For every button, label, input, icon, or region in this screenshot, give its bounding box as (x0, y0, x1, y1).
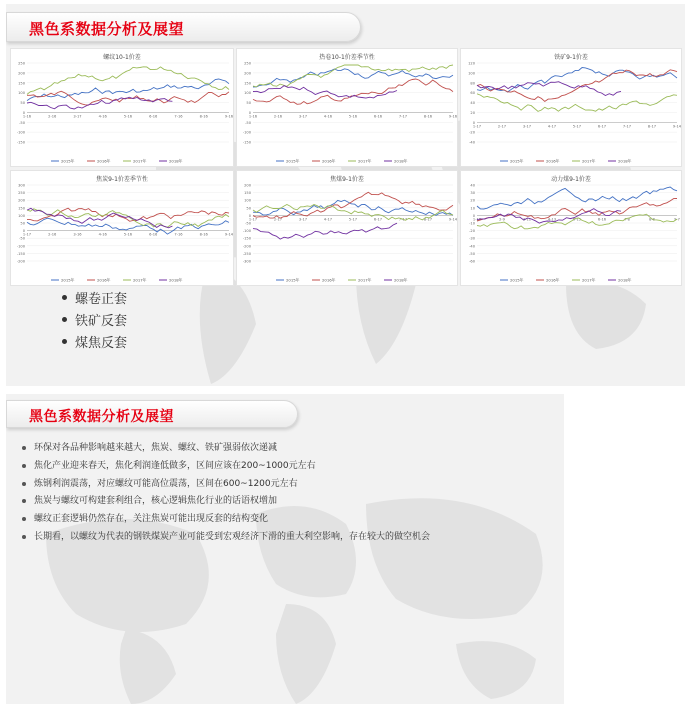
x-tick-label: 4-17 (323, 217, 333, 222)
y-tick-label: 60 (470, 91, 475, 96)
x-tick-label: 1-17 (248, 217, 258, 222)
x-tick-label: 5-15 (572, 217, 582, 222)
y-tick-label: 0 (22, 110, 25, 115)
legend-label: 2017年 (358, 277, 372, 283)
bullet-dot (22, 482, 26, 486)
bullet-dot (22, 499, 26, 503)
x-tick-label: 4-17 (547, 124, 557, 129)
x-tick-label: 1-16 (22, 114, 32, 119)
legend-label: 2018年 (169, 158, 183, 164)
list-item-text: 煤焦反套 (75, 335, 128, 351)
y-tick-label: -50 (245, 221, 251, 226)
x-tick-label: 5-16 (123, 232, 133, 237)
chart-hot-coil-spread-plot (237, 49, 459, 168)
x-tick-label: 2-16 (273, 114, 283, 119)
y-tick-label: -200 (242, 244, 251, 249)
slide-title-tab (6, 12, 361, 42)
chart-coking-coal-spread-title: 焦煤9-1价差 (330, 176, 364, 183)
chart-coke-spread (10, 170, 234, 286)
chart-rebar-spread-title: 螺纹10-1价差 (103, 54, 141, 61)
chart-coking-coal-spread-plot (237, 171, 459, 287)
list-item (22, 531, 492, 543)
series-line (27, 209, 229, 227)
x-tick-label: 8-16 (423, 114, 433, 119)
y-tick-label: -50 (19, 120, 25, 125)
series-line (253, 192, 453, 218)
list-item (22, 495, 492, 507)
y-tick-label: 200 (244, 71, 251, 76)
bullet-dot (22, 517, 26, 521)
y-tick-label: 200 (18, 198, 25, 203)
x-tick-label: 7-8 (624, 217, 630, 222)
series-line (253, 69, 453, 87)
y-tick-label: -300 (242, 259, 251, 264)
y-tick-label: 0 (248, 213, 251, 218)
legend-label: 2018年 (394, 277, 408, 283)
x-tick-label: 3-17 (522, 124, 532, 129)
series-line (477, 70, 677, 102)
legend-label: 2015年 (286, 158, 300, 164)
bullet-dot (22, 535, 26, 539)
slide-title: 黑色系数据分析及展望 (29, 20, 185, 38)
y-tick-label: -200 (16, 259, 25, 264)
chart-iron-ore-spread (460, 48, 682, 167)
bullet-dot (62, 295, 67, 300)
list-item (62, 330, 127, 352)
legend-label: 2016年 (546, 158, 560, 164)
y-tick-label: 20 (470, 198, 475, 203)
y-tick-label: 150 (244, 191, 251, 196)
legend-label: 2016年 (546, 277, 560, 283)
legend-label: 2017年 (133, 158, 147, 164)
y-tick-label: 20 (470, 110, 475, 115)
y-tick-label: -100 (16, 130, 25, 135)
x-tick-label: 1-16 (248, 114, 258, 119)
y-tick-label: 50 (20, 221, 25, 226)
x-tick-label: 3-17 (298, 217, 308, 222)
series-line (477, 82, 621, 96)
x-tick-label: 2-16 (48, 114, 57, 119)
chart-thermal-coal-spread (460, 170, 682, 286)
legend-label: 2017年 (582, 158, 596, 164)
x-tick-label: 1-17 (472, 124, 482, 129)
y-tick-label: 0 (248, 110, 251, 115)
x-tick-label: 4-16 (98, 232, 107, 237)
strategy-list (62, 286, 127, 352)
list-item-text: 炼钢利润震荡，对应螺纹可能高位震荡，区间在600~1200元左右 (34, 478, 298, 489)
y-tick-label: -10 (469, 221, 475, 226)
list-item (62, 308, 127, 330)
legend-label: 2018年 (394, 158, 408, 164)
y-tick-label: 150 (18, 81, 25, 86)
legend-label: 2017年 (358, 158, 372, 164)
y-tick-label: 10 (470, 206, 475, 211)
x-tick-label: 1-17 (22, 232, 32, 237)
x-tick-label: 8-8 (649, 217, 655, 222)
y-tick-label: 0 (472, 213, 475, 218)
bullet-dot (62, 317, 67, 322)
y-tick-label: 250 (244, 61, 251, 66)
list-item-text: 长期看，以螺纹为代表的钢铁煤炭产业可能受到宏观经济下滑的重大利空影响，存在较大的做空机会 (34, 531, 431, 542)
y-tick-label: 300 (18, 183, 25, 188)
legend-label: 2016年 (97, 158, 111, 164)
x-tick-label: 1-16 (472, 217, 482, 222)
list-item-text: 焦炭与螺纹可构建套利组合，核心逻辑焦化行业的话语权增加 (34, 496, 278, 507)
slide-black-series-outlook (6, 394, 564, 704)
y-tick-label: 50 (246, 206, 251, 211)
x-tick-label: 2-16 (48, 232, 57, 237)
legend-label: 2018年 (618, 277, 632, 283)
list-item (22, 442, 492, 454)
bullet-dot (22, 446, 26, 450)
x-tick-label: 9-16 (448, 114, 458, 119)
legend-label: 2015年 (510, 158, 524, 164)
x-tick-label: 2-17 (273, 217, 283, 222)
chart-rebar-spread-plot (11, 49, 235, 168)
x-tick-label: 8-17 (647, 124, 657, 129)
y-tick-label: -150 (16, 251, 25, 256)
y-tick-label: 150 (18, 206, 25, 211)
x-tick-label: 5-16 (348, 114, 358, 119)
y-tick-label: 30 (470, 191, 475, 196)
legend-label: 2017年 (582, 277, 596, 283)
y-tick-label: -60 (469, 259, 475, 264)
list-item (22, 478, 492, 490)
bullet-dot (22, 464, 26, 468)
y-tick-label: 250 (18, 191, 25, 196)
legend-label: 2016年 (322, 277, 336, 283)
chart-hot-coil-spread-title: 热卷10-1价差季节性 (319, 54, 375, 61)
y-tick-label: -100 (16, 244, 25, 249)
y-tick-label: 250 (18, 61, 25, 66)
y-tick-label: 100 (468, 71, 475, 76)
x-tick-label: 6-16 (149, 232, 158, 237)
chart-thermal-coal-spread-title: 动力煤9-1价差 (551, 176, 591, 183)
x-tick-label: 6-17 (597, 124, 607, 129)
y-tick-label: -250 (242, 251, 251, 256)
legend-label: 2015年 (510, 277, 524, 283)
list-item (22, 460, 492, 472)
outlook-list (22, 442, 492, 549)
list-item-text: 螺卷正套 (75, 291, 128, 307)
slide-title-tab (6, 400, 298, 428)
x-tick-label: 7-17 (398, 114, 408, 119)
y-tick-label: 120 (468, 61, 475, 66)
x-tick-label: 9-16 (224, 114, 234, 119)
list-item-text: 环保对各品种影响越来越大，焦炭、螺纹、铁矿强弱依次递减 (34, 443, 278, 453)
chart-coking-coal-spread (236, 170, 458, 286)
chart-coke-spread-plot (11, 171, 235, 287)
x-tick-label: 3-17 (73, 114, 82, 119)
bullet-dot (62, 339, 67, 344)
y-tick-label: 100 (18, 213, 25, 218)
world-map-background (6, 394, 564, 704)
series-line (27, 97, 172, 109)
legend-label: 2015年 (61, 277, 75, 283)
x-tick-label: 4-13 (547, 217, 557, 222)
x-tick-label: 8-17 (423, 217, 433, 222)
legend-label: 2018年 (169, 277, 183, 283)
x-tick-label: 2-9 (499, 217, 505, 222)
x-tick-label: 5-16 (123, 114, 133, 119)
slide-black-series-charts (6, 4, 685, 386)
y-tick-label: -20 (469, 130, 475, 135)
x-tick-label: 3-16 (73, 232, 82, 237)
x-tick-label: 3-11 (522, 217, 532, 222)
legend-label: 2016年 (97, 277, 111, 283)
y-tick-label: -150 (242, 236, 251, 241)
y-tick-label: 100 (18, 91, 25, 96)
legend-label: 2018年 (618, 158, 632, 164)
x-tick-label: 7-17 (622, 124, 632, 129)
x-tick-label: 9-14 (448, 217, 458, 222)
x-tick-label: 4-16 (323, 114, 333, 119)
y-tick-label: 40 (470, 101, 475, 105)
y-tick-label: 50 (246, 101, 251, 105)
x-tick-label: 9-7 (674, 217, 680, 222)
y-tick-label: -40 (469, 244, 475, 249)
y-tick-label: 80 (470, 81, 475, 86)
chart-coke-spread-title: 焦炭9-1价差季节性 (96, 176, 148, 183)
y-tick-label: 200 (18, 71, 25, 76)
y-tick-label: 40 (470, 183, 475, 188)
y-tick-label: -150 (16, 140, 25, 145)
x-tick-label: 6-17 (373, 217, 383, 222)
list-item (22, 513, 492, 525)
y-tick-label: -150 (242, 140, 251, 145)
series-line (27, 67, 229, 95)
x-tick-label: 7-16 (174, 232, 183, 237)
x-tick-label: 6-16 (149, 114, 158, 119)
y-tick-label: 0 (22, 229, 25, 234)
list-item (62, 286, 127, 308)
chart-thermal-coal-spread-plot (461, 171, 683, 287)
y-tick-label: 200 (244, 183, 251, 188)
y-tick-label: 100 (244, 198, 251, 203)
y-tick-label: 150 (244, 81, 251, 86)
chart-rebar-spread (10, 48, 234, 167)
x-tick-label: 3-17 (298, 114, 308, 119)
x-tick-label: 5-17 (348, 217, 358, 222)
y-tick-label: -50 (469, 251, 475, 256)
list-item-text: 螺纹正套逻辑仍然存在，关注焦炭可能出现反套的结构变化 (34, 514, 269, 525)
list-item-text: 焦化产业迎来春天，焦化利润逢低做多，区间应该在200~1000元左右 (34, 460, 316, 471)
x-tick-label: 7-16 (174, 114, 183, 119)
x-tick-label: 4-16 (98, 114, 107, 119)
y-tick-label: 100 (244, 91, 251, 96)
y-tick-label: -30 (469, 236, 475, 241)
x-tick-label: 6-16 (373, 114, 383, 119)
x-tick-label: 9-14 (672, 124, 682, 129)
legend-label: 2016年 (322, 158, 336, 164)
series-line (253, 223, 397, 239)
y-tick-label: -50 (245, 120, 251, 125)
y-tick-label: -40 (469, 140, 475, 145)
y-tick-label: -20 (469, 229, 475, 234)
x-tick-label: 6-16 (597, 217, 607, 222)
y-tick-label: -50 (19, 236, 25, 241)
list-item-text: 铁矿反套 (75, 313, 128, 329)
series-line (477, 187, 677, 209)
y-tick-label: -100 (242, 130, 251, 135)
x-tick-label: 2-17 (497, 124, 507, 129)
x-tick-label: 8-16 (199, 232, 208, 237)
y-tick-label: -100 (242, 229, 251, 234)
chart-hot-coil-spread (236, 48, 458, 167)
chart-iron-ore-spread-title: 铁矿9-1价差 (554, 54, 588, 61)
x-tick-label: 5-17 (572, 124, 582, 129)
x-tick-label: 7-17 (398, 217, 408, 222)
slide-title: 黑色系数据分析及展望 (29, 409, 174, 425)
y-tick-label: 50 (20, 101, 25, 105)
legend-label: 2015年 (61, 158, 75, 164)
y-tick-label: 0 (472, 120, 475, 125)
x-tick-label: 9-14 (224, 232, 234, 237)
legend-label: 2015年 (286, 277, 300, 283)
x-tick-label: 8-16 (199, 114, 208, 119)
legend-label: 2017年 (133, 277, 147, 283)
chart-iron-ore-spread-plot (461, 49, 683, 168)
